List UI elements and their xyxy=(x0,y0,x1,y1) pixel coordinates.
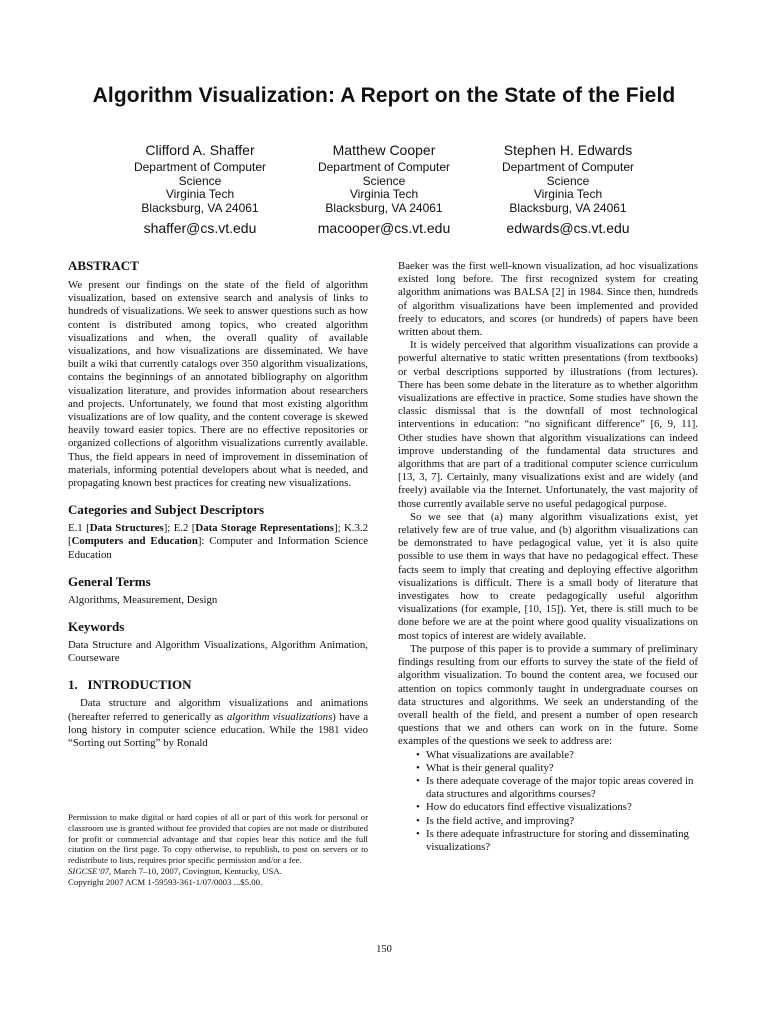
question-list xyxy=(398,749,698,855)
page-number: 150 xyxy=(376,944,392,955)
author-email: edwards@cs.vt.edu xyxy=(506,220,630,236)
categories-part: ]; E.2 [ xyxy=(163,522,196,535)
copyright-line: Copyright 2007 ACM 1-59593-361-1/07/0003 ...$5.00. xyxy=(68,876,263,887)
body-paragraph: Baeker was the first well-known visualization, ad hoc visualizations existed long before. The first recognized system for creating algorithm animations was BALSA [2] in 1984. Since then, hundreds of algorithm visualizations have been implemented and provided freely to educators, and scores (or hundreds) of papers have been written about them. xyxy=(398,260,698,339)
general-terms-text: Algorithms, Measurement, Design xyxy=(68,593,218,606)
question-item: • Is there adequate coverage of the major topic areas covered in data structures and algorithms courses? xyxy=(416,775,698,801)
author-affiliation-line: Blacksburg, VA 24061 xyxy=(509,200,627,215)
author-block xyxy=(284,142,484,236)
body-paragraph: So we see that (a) many algorithm visualizations exist, yet relatively few are of true value, and (b) algorithm visualizations can be demonstrated to have pedagogical value, yet it is also quite possible to use them in ways that have no pedagogical effect. These facts seem to imply that creating and deploying effective algorithm visualizations is difficult. There is a small body of literature that investigates how to create pedagogically useful algorithm visualizations (for example, [10, 15]). Yet, there is still much to be done before we are at the point where good quality visualizations on most topics of interest are widely available. xyxy=(398,510,698,642)
author-affiliation-line: Department of Computer xyxy=(133,160,267,174)
author-affiliation-line: Science xyxy=(362,173,406,188)
body-paragraph: It is widely perceived that algorithm visualizations can provide a powerful alternative to static written presentations (from textbooks) or verbal descriptions supported by illustrations (from lectures). There has been some debate in the literature as to whether algorithm visualizations are effective in practice. Some studies have shown the classic dismissal that is the downfall of most technological interventions in education: “no significant difference” [6, 9, 11]. Other studies have shown that algorithm visualizations can indeed improve understanding of the fundamental data structures and algorithms that are part of a traditional computer science curriculum [13, 3, 7]. Certainly, many visualizations exist and are widely (and freely) available via the Internet. Unfortunately, the vast majority of those currently available serve no useful pedagogical purpose. xyxy=(398,339,698,510)
question-item: • What is their general quality? xyxy=(416,762,698,775)
categories-part: ]; K.3.2 [ xyxy=(68,522,368,548)
paper-title: Algorithm Visualization: A Report on the State of the Field xyxy=(92,84,676,107)
categories-part: E.1 [ xyxy=(68,522,90,535)
author-affiliation-line: Science xyxy=(546,173,590,188)
author-name: Clifford A. Shaffer xyxy=(145,142,255,158)
author-block xyxy=(468,142,668,236)
conference-name: SIGCSE’07, xyxy=(68,865,112,876)
keywords-heading: Keywords xyxy=(68,619,125,635)
author-block xyxy=(100,142,300,236)
author-affiliation-line: Virginia Tech xyxy=(349,187,419,201)
introduction-paragraph xyxy=(68,697,368,750)
categories-part: ]: Computer and Information Science Education xyxy=(68,535,368,561)
author-affiliation-line: Department of Computer xyxy=(501,160,635,174)
question-item: • Is the field active, and improving? xyxy=(416,815,698,828)
author-affiliation-line: Department of Computer xyxy=(317,160,451,174)
author-affiliation-line: Blacksburg, VA 24061 xyxy=(325,200,443,215)
conference-details: March 7–10, 2007, Covington, Kentucky, USA. xyxy=(111,865,282,876)
keywords-text: Data Structure and Algorithm Visualizations, Algorithm Animation, Courseware xyxy=(68,639,368,665)
intro-emphasis: algorithm visualizations xyxy=(226,710,333,723)
intro-text: Data structure and algorithm visualizations and animations (hereafter referred to generically as xyxy=(68,697,368,723)
author-email: shaffer@cs.vt.edu xyxy=(143,220,257,236)
author-affiliation-line: Virginia Tech xyxy=(533,187,603,201)
left-column xyxy=(68,258,368,750)
author-affiliation-line: Blacksburg, VA 24061 xyxy=(141,200,259,215)
body-paragraph: The purpose of this paper is to provide a summary of preliminary findings resulting from our efforts to survey the state of the field of algorithm visualization. To bound the content area, we focused our attention on topics commonly taught in undergraduate courses on data structures and algorithms. We seek an understanding of the overall health of the field, and present a number of open research questions that we and others can work on in the future. Some examples of the questions we seek to address are: xyxy=(398,642,698,748)
question-item: • How do educators find effective visualizations? xyxy=(416,801,698,814)
categories-heading: Categories and Subject Descriptors xyxy=(68,502,265,518)
author-affiliation-line: Virginia Tech xyxy=(165,187,235,201)
intro-text: ) have a long history in computer science education. While the 1981 video “Sorting out Sorting” by Ronald xyxy=(68,710,368,750)
author-email: macooper@cs.vt.edu xyxy=(317,220,451,236)
question-item: • Is there adequate infrastructure for storing and disseminating visualizations? xyxy=(416,828,698,854)
categories-text xyxy=(68,522,368,562)
general-terms-heading: General Terms xyxy=(68,573,151,589)
question-item: • What visualizations are available? xyxy=(416,749,698,762)
categories-keyword: Data Storage Representations xyxy=(195,522,334,535)
right-column xyxy=(398,260,698,854)
abstract-text: We present our findings on the state of the field of algorithm visualization, based on extensive search and analysis of links to hundreds of visualizations. We seek to answer questions such as how content is distributed among topics, who created algorithm visualizations and when, the overall quality of available visualizations, and how visualizations are disseminated. We have built a wiki that currently catalogs over 350 algorithm visualizations, contains the beginnings of an annotated bibliography on algorithm visualization literature, and provides information about researchers and projects. Unfortunately, we found that most existing algorithm visualizations are of low quality, and the content coverage is skewed heavily toward easier topics. There are no effective repositories or organized collections of algorithm visualizations currently available. Thus, the field appears in need of improvement in dissemination of materials, informing potential developers about what is needed, and propagating known best practices for creating new visualizations. xyxy=(68,279,368,490)
categories-keyword: Computers and Education xyxy=(71,535,198,548)
categories-keyword: Data Structures xyxy=(89,522,164,535)
conference-line xyxy=(68,866,368,877)
permission-notice xyxy=(68,812,368,888)
abstract-heading: ABSTRACT xyxy=(68,258,139,273)
introduction-heading: 1. INTRODUCTION xyxy=(68,677,192,693)
author-affiliation-line: Science xyxy=(178,173,222,188)
author-name: Matthew Cooper xyxy=(332,142,436,158)
author-name: Stephen H. Edwards xyxy=(503,142,633,158)
permission-text: Permission to make digital or hard copies of all or part of this work for personal or classroom use is granted without fee provided that copies are not made or distributed for profit or commercial advantage and that copies bear this notice and the full citation on the first page. To copy otherwise, to republish, to post on servers or to redistribute to lists, requires prior specific permission and/or a fee. xyxy=(68,812,368,866)
